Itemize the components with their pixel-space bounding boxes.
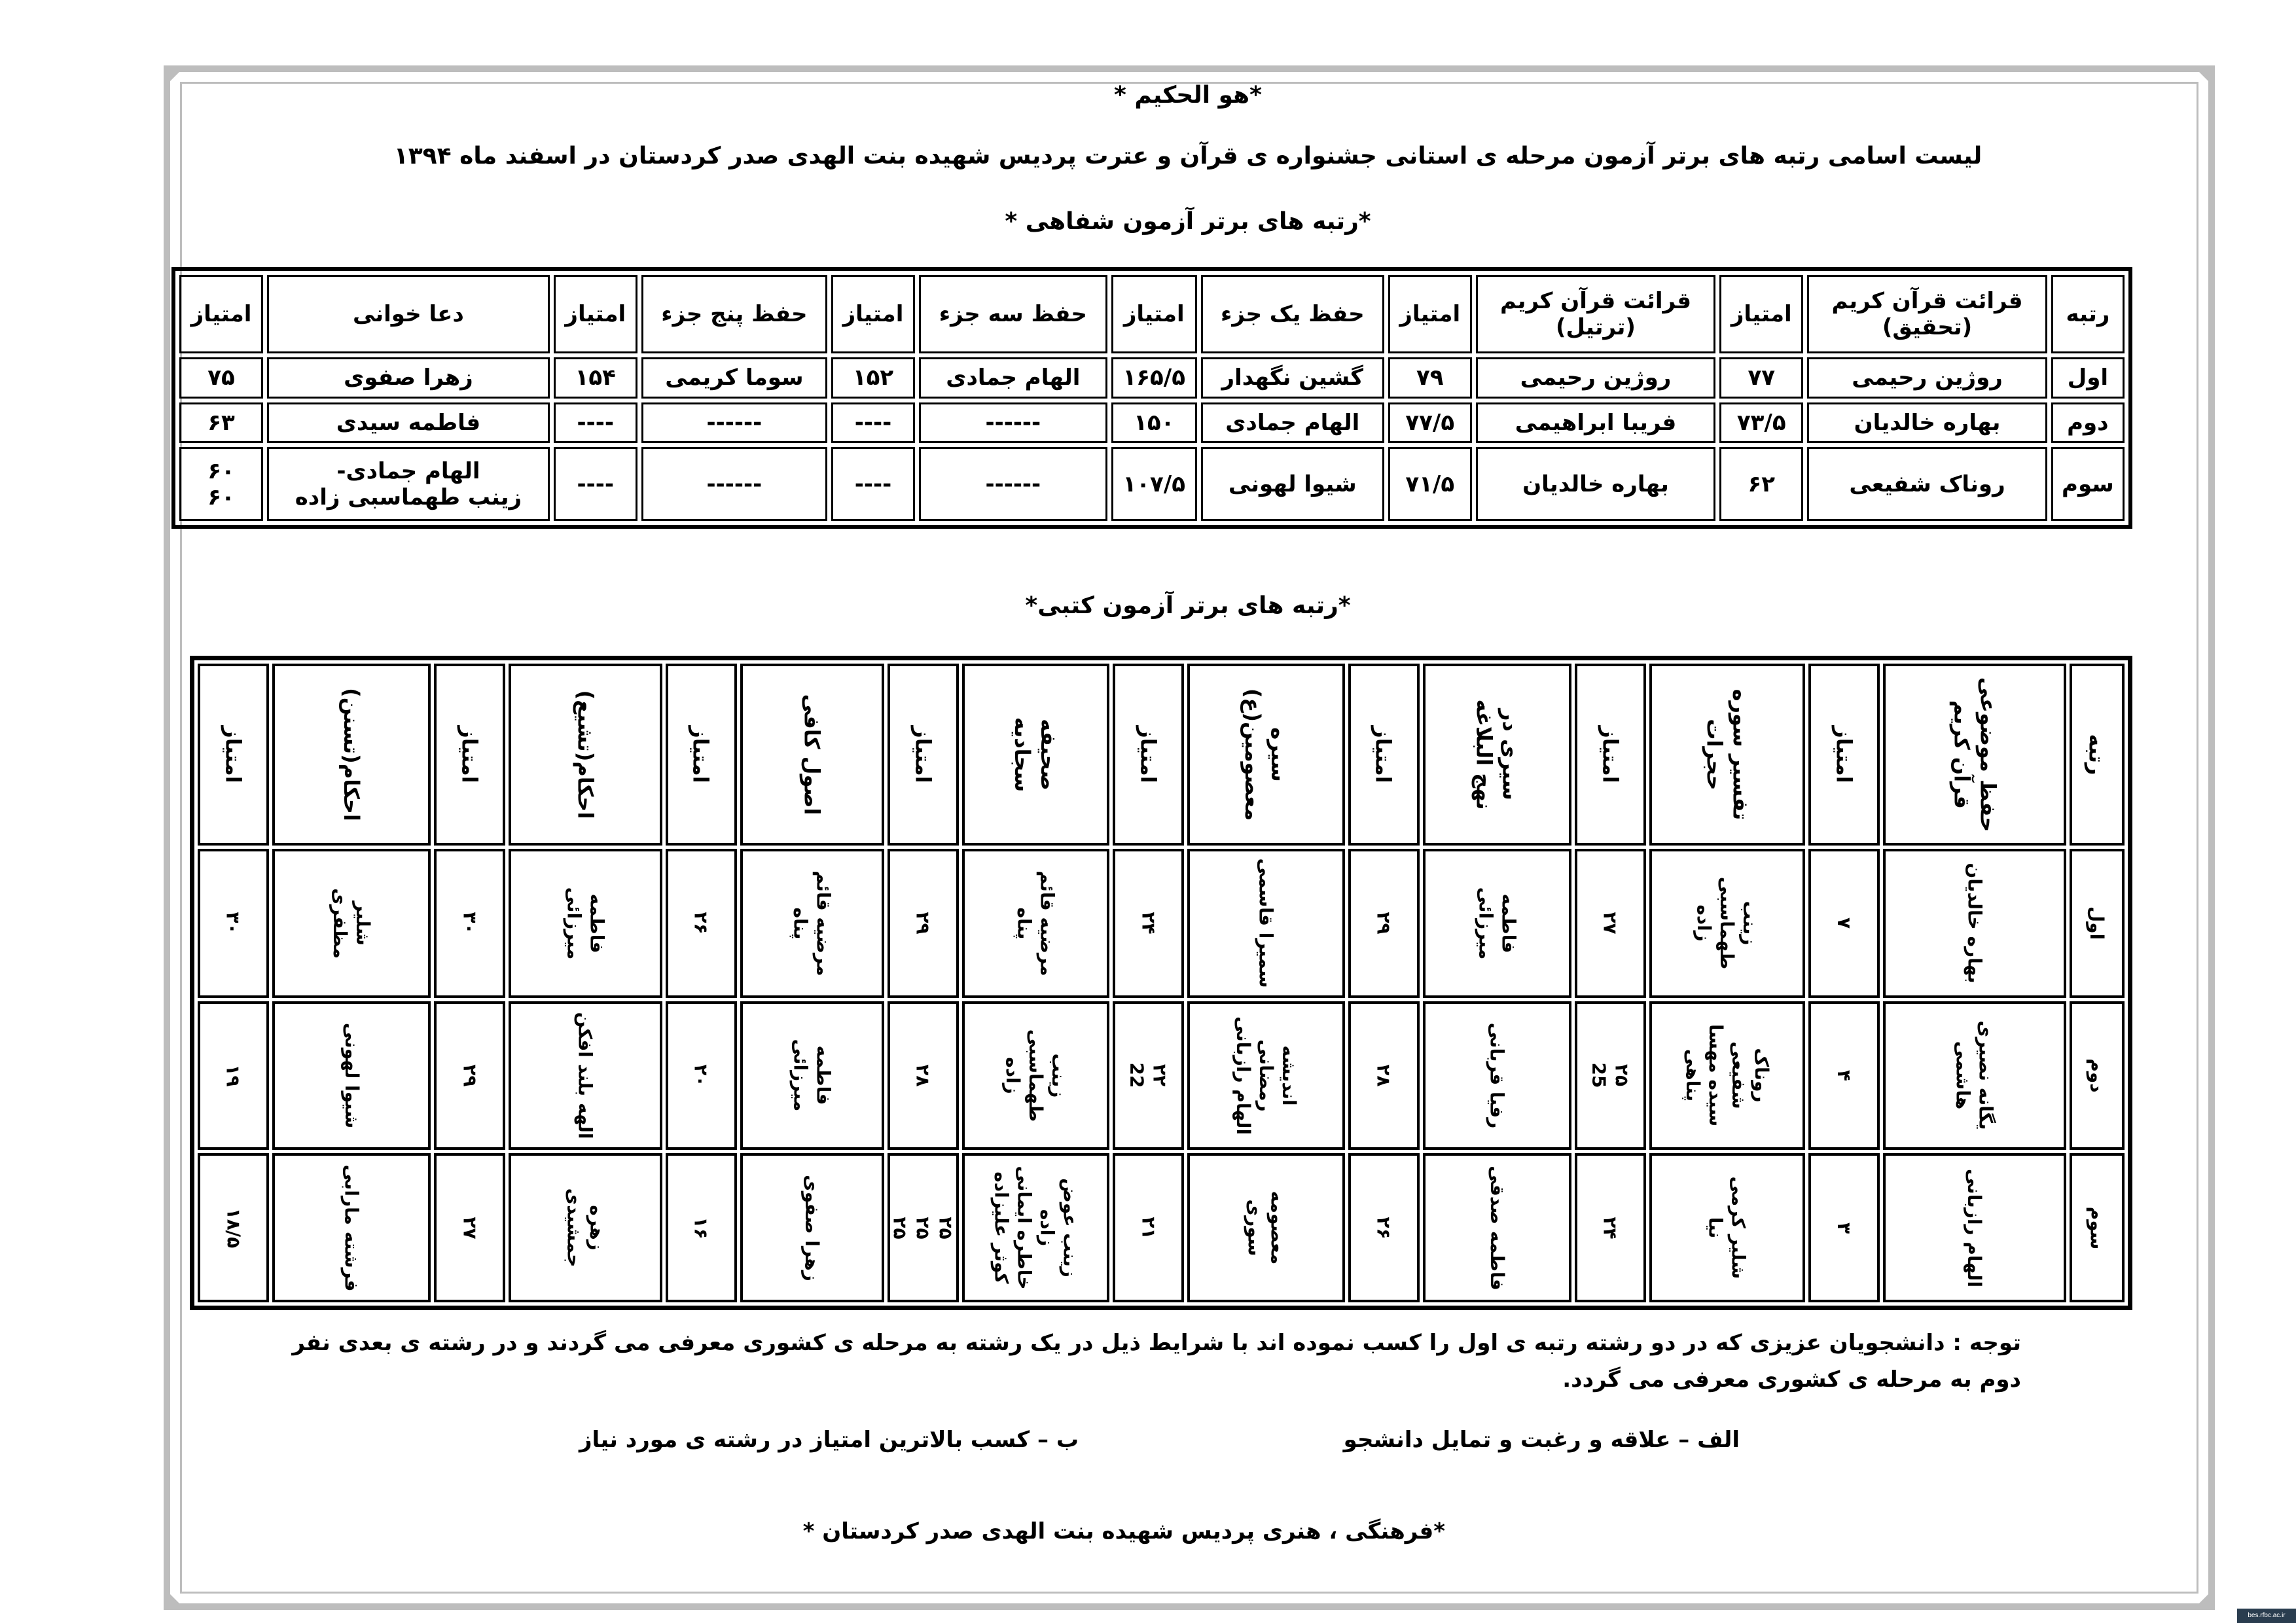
written-cell	[1348, 1153, 1420, 1302]
written-header-cell-text: امتیاز	[1371, 726, 1397, 783]
written-header-cell	[888, 664, 959, 846]
written-cell-text: شلیر کرمی نیا	[1704, 1176, 1749, 1279]
written-cell-text: زینب طهماسبی زاده	[1693, 877, 1761, 970]
written-cell	[888, 1001, 959, 1150]
written-cell-text: ۳۰	[223, 912, 245, 935]
written-cell	[198, 849, 269, 998]
written-cell-text: بهاره خالدیان	[1964, 863, 1986, 984]
condition-b: ب – کسب بالاترین امتیاز در رشته ی مورد نیاز	[579, 1427, 1079, 1453]
oral-header-cell-text: امتیاز	[1123, 301, 1185, 327]
written-cell	[666, 1001, 737, 1150]
written-cell-text: فاطمه میرزائی	[1475, 887, 1520, 960]
oral-cell	[1476, 447, 1716, 521]
oral-cell-text: ------	[706, 409, 762, 436]
written-cell-text: ۲۹	[912, 912, 934, 935]
written-cell-text: اول	[2086, 906, 2108, 940]
oral-cell-text: ۱۶۵/۵	[1122, 365, 1185, 391]
written-cell-text: ۲۲ 22	[1126, 1063, 1171, 1088]
oral-cell	[2051, 402, 2125, 444]
written-header-cell-text: حفظ موضوعی قرآن کریم	[1949, 677, 2000, 832]
written-header-cell	[1883, 664, 2066, 846]
oral-header-cell-text: رتبه	[2066, 301, 2110, 327]
oral-header-cell	[1476, 275, 1716, 353]
oral-cell-text: سوم	[2062, 471, 2114, 497]
written-cell	[666, 849, 737, 998]
oral-cell-text: ۷۳/۵	[1736, 409, 1786, 436]
oral-cell	[919, 447, 1107, 521]
written-cell	[1883, 849, 2066, 998]
written-cell	[666, 1153, 737, 1302]
written-cell-text: رفیا قربانی	[1486, 1022, 1508, 1129]
oral-cell	[641, 357, 827, 399]
written-cell	[1187, 1001, 1344, 1150]
written-header-cell	[2070, 664, 2125, 846]
written-cell	[1808, 849, 1880, 998]
written-cell	[509, 1153, 662, 1302]
border-corner	[165, 67, 185, 86]
oral-header-cell	[179, 275, 263, 353]
oral-cell-text: دوم	[2067, 409, 2109, 436]
written-cell	[888, 1153, 959, 1302]
written-header-cell	[272, 664, 431, 846]
written-cell	[1883, 1001, 2066, 1150]
written-header-cell	[198, 664, 269, 846]
note-line-2: دوم به مرحله ی کشوری معرفی می گردد.	[1562, 1366, 2021, 1393]
oral-heading: *رتبه های برتر آزمون شفاهی *	[1005, 208, 1371, 235]
written-header-cell	[1649, 664, 1805, 846]
written-cell-text: زینب طهماسبی زاده	[1002, 1029, 1070, 1122]
oral-header-cell	[2051, 275, 2125, 353]
written-cell-text: زهره جمشیدی	[563, 1188, 608, 1268]
oral-cell-text: ۱۵۲	[852, 365, 894, 391]
oral-cell	[554, 402, 637, 444]
oral-cell	[1201, 402, 1384, 444]
written-header-cell-text: امتیاز	[1598, 726, 1623, 783]
written-header-cell	[1113, 664, 1184, 846]
oral-cell-text: ۶۳	[207, 409, 235, 436]
written-cell-text: روناک شفیعی سیده مهسا پناهی	[1681, 1024, 1772, 1127]
oral-cell	[831, 447, 915, 521]
oral-cell-text: ----	[854, 471, 892, 497]
table-row	[198, 849, 2125, 998]
oral-cell-text: ۶۰ ۶۰	[207, 457, 235, 510]
written-cell	[1187, 849, 1344, 998]
oral-cell	[1719, 447, 1803, 521]
written-header-cell	[1423, 664, 1571, 846]
written-cell	[272, 1001, 431, 1150]
oral-header-cell-text: قرائت قرآن کریم (ترتیل)	[1500, 288, 1691, 340]
oral-cell-text: فریبا ابراهیمی	[1515, 409, 1677, 436]
written-cell	[962, 1001, 1109, 1150]
oral-header-cell	[1807, 275, 2047, 353]
written-cell	[888, 849, 959, 998]
oral-header-cell-text: امتیاز	[842, 301, 904, 327]
written-cell-text: ۱۹	[223, 1064, 245, 1087]
written-header-cell	[1575, 664, 1646, 846]
oral-cell	[267, 357, 550, 399]
oral-cell-text: سوما کریمی	[665, 365, 804, 391]
table-row	[179, 357, 2125, 399]
oral-cell	[641, 402, 827, 444]
written-cell	[1649, 1001, 1805, 1150]
written-cell-text: سمیرا قاسمی	[1255, 858, 1277, 988]
written-cell	[1113, 1001, 1184, 1150]
written-cell	[1575, 849, 1646, 998]
oral-cell-text: ۷۷	[1748, 365, 1775, 391]
written-cell-text: مرضیه قائم پناه	[789, 870, 834, 976]
written-header-cell	[434, 664, 505, 846]
table-row	[179, 402, 2125, 444]
written-cell	[1649, 849, 1805, 998]
oral-cell-text: اول	[2067, 365, 2109, 391]
written-header-cell-text: امتیاز	[910, 726, 936, 783]
written-cell-text: دوم	[2086, 1058, 2108, 1093]
written-cell-text: ۲۸	[912, 1064, 934, 1087]
oral-cell	[919, 357, 1107, 399]
written-cell-text: فرشته مارابی	[340, 1164, 363, 1292]
border-corner	[2194, 67, 2214, 86]
written-cell	[198, 1001, 269, 1150]
written-cell	[1423, 1001, 1571, 1150]
oral-cell	[1807, 402, 2047, 444]
oral-cell-text: ۱۵۴	[575, 365, 616, 391]
oral-header-cell	[1111, 275, 1197, 353]
written-header-cell-text: احکام(تسنن)	[339, 688, 365, 821]
oral-cell-text: ------	[985, 409, 1041, 436]
oral-cell	[919, 402, 1107, 444]
written-cell	[2070, 1153, 2125, 1302]
oral-cell	[1201, 447, 1384, 521]
written-cell	[2070, 1001, 2125, 1150]
oral-cell	[554, 447, 637, 521]
written-cell-text: ۳	[1833, 1222, 1856, 1234]
oral-cell-text: الهام جمادی	[946, 365, 1081, 391]
oral-header-cell	[1719, 275, 1803, 353]
written-cell-text: شلیر مظفری	[329, 887, 374, 959]
oral-header-cell	[641, 275, 827, 353]
oral-header-cell-text: دعا خوانی	[352, 301, 464, 327]
written-cell-text: ۲۹	[1372, 912, 1395, 935]
written-cell	[740, 1001, 884, 1150]
written-header-cell-text: امتیاز	[689, 726, 714, 783]
oral-header-cell-text: امتیاز	[190, 301, 252, 327]
oral-header-cell	[1388, 275, 1472, 353]
written-cell	[1808, 1001, 1880, 1150]
written-header-cell	[509, 664, 662, 846]
oral-cell-text: بهاره خالدیان	[1854, 409, 2001, 436]
oral-header-cell	[1201, 275, 1384, 353]
oral-cell	[831, 357, 915, 399]
oral-cell-text: روناک شفیعی	[1849, 471, 2005, 497]
written-cell-text: ۲۰	[690, 1064, 712, 1087]
written-cell	[962, 1153, 1109, 1302]
border-corner	[165, 1589, 185, 1609]
written-cell-text: ۱۶	[690, 1217, 712, 1240]
oral-cell	[1111, 447, 1197, 521]
oral-cell-text: ۷۹	[1416, 365, 1444, 391]
oral-cell	[267, 402, 550, 444]
written-cell	[962, 849, 1109, 998]
written-cell-text: فاطمه صدقی	[1486, 1165, 1508, 1291]
oral-cell	[831, 402, 915, 444]
oral-cell	[1388, 402, 1472, 444]
oral-cell-text: گشین نگهدار	[1221, 365, 1364, 391]
written-cell	[434, 849, 505, 998]
written-header-cell	[666, 664, 737, 846]
written-header-cell	[1808, 664, 1880, 846]
written-cell	[740, 849, 884, 998]
oral-cell	[267, 447, 550, 521]
written-cell	[1883, 1153, 2066, 1302]
written-header-cell	[1348, 664, 1420, 846]
table-row	[198, 1153, 2125, 1302]
oral-cell	[1476, 357, 1716, 399]
oral-cell	[1719, 402, 1803, 444]
written-cell-text: الهام رازبانی	[1964, 1168, 1986, 1287]
oral-header-cell	[554, 275, 637, 353]
oral-cell	[1807, 447, 2047, 521]
oral-cell	[1807, 357, 2047, 399]
written-cell	[1575, 1153, 1646, 1302]
oral-cell-text: ۱۰۷/۵	[1122, 471, 1185, 497]
written-cell-text: ۲۴	[1599, 1217, 1621, 1240]
written-cell	[1187, 1153, 1344, 1302]
written-cell-text: فاطمه میرزائی	[563, 887, 608, 960]
oral-header-cell	[919, 275, 1107, 353]
written-header-cell	[740, 664, 884, 846]
oral-header-cell-text: قرائت قرآن کریم (تحقیق)	[1831, 288, 2023, 340]
written-cell	[434, 1001, 505, 1150]
written-cell-text: ۲۵ 25	[1588, 1063, 1633, 1088]
oral-cell-text: الهام جمادی	[1225, 409, 1360, 436]
motto: *هو الحکیم *	[1114, 82, 1262, 109]
oral-cell-text: الهام جمادی- زینب طهماسبی زاده	[295, 457, 522, 510]
watermark: bes.rfbc.ac.ir	[2237, 1609, 2296, 1623]
written-cell-text: ۲۷	[1599, 912, 1621, 935]
written-cell	[1423, 1153, 1571, 1302]
written-cell-text: شیوا لهونی	[340, 1022, 363, 1129]
oral-cell	[1111, 357, 1197, 399]
oral-header-cell-text: حفظ سه جزء	[939, 301, 1087, 327]
table-row	[179, 447, 2125, 521]
written-cell-text: یگانه نصیری هاشمی	[1952, 1020, 1997, 1131]
written-cell	[1113, 1153, 1184, 1302]
written-cell-text: ۲۹	[459, 1064, 481, 1087]
written-cell-text: ۳۰	[459, 912, 481, 935]
written-cell-text: ۲۸	[1372, 1064, 1395, 1087]
oral-header-cell-text: امتیاز	[1731, 301, 1792, 327]
oral-cell	[1476, 402, 1716, 444]
oral-cell-text: روژین رحیمی	[1852, 365, 2003, 391]
written-cell-text: مرضیه قائم پناه	[1013, 870, 1058, 976]
written-cell-text: ۱۸/۵	[223, 1207, 245, 1248]
table-row	[198, 1001, 2125, 1150]
written-cell	[272, 849, 431, 998]
written-cell-text: معصومه سوری	[1244, 1190, 1289, 1265]
oral-header-cell	[267, 275, 550, 353]
page-title: لیست اسامی رتبه های برتر آزمون مرحله ی استانی جشنواره ی قرآن و عترت پردیس شهیده بنت الهدی صدر کردستان در اسفند ماه ۱۳۹۴	[393, 143, 1982, 169]
written-cell	[740, 1153, 884, 1302]
written-heading: *رتبه های برتر آزمون کتبی*	[1025, 592, 1351, 619]
oral-cell	[179, 402, 263, 444]
border-corner	[2194, 1589, 2214, 1609]
written-cell-text: الهه بلند افکن	[574, 1012, 596, 1139]
written-results-table	[190, 656, 2132, 1310]
written-cell	[509, 1001, 662, 1150]
written-cell	[1348, 1001, 1420, 1150]
oral-cell-text: روژین رحیمی	[1520, 365, 1672, 391]
written-header-cell-text: اصول کافی	[799, 694, 825, 815]
oral-header-cell	[831, 275, 915, 353]
written-header-cell-text: احکام(تشیع)	[573, 690, 598, 819]
written-header-cell-text: امتیاز	[1136, 726, 1161, 783]
written-cell	[1423, 849, 1571, 998]
oral-cell	[1201, 357, 1384, 399]
oral-cell-text: زهرا صفوی	[344, 365, 473, 391]
written-header-cell-text: امتیاز	[221, 726, 246, 783]
oral-cell	[1388, 357, 1472, 399]
oral-cell-text: ۱۵۰	[1134, 409, 1175, 436]
oral-header-cell-text: امتیاز	[565, 301, 626, 327]
written-cell	[198, 1153, 269, 1302]
written-cell	[509, 849, 662, 998]
written-cell	[272, 1153, 431, 1302]
oral-cell	[554, 357, 637, 399]
oral-cell	[1388, 447, 1472, 521]
written-cell	[1649, 1153, 1805, 1302]
written-header-cell-text: صحیفه سجادیه	[1010, 717, 1062, 793]
oral-cell-text: ----	[577, 471, 614, 497]
condition-a: الف – علاقه و رغبت و تمایل دانشجو	[1343, 1427, 1740, 1453]
written-cell-text: ۲۵ ۲۵ ۲۵	[889, 1217, 957, 1240]
oral-cell-text: ۷۱/۵	[1405, 471, 1455, 497]
written-cell-text: فاطمه میرزائی	[789, 1039, 834, 1112]
oral-cell-text: ۷۷/۵	[1405, 409, 1455, 436]
oral-cell	[1719, 357, 1803, 399]
oral-cell	[179, 357, 263, 399]
written-header-cell-text: سیری در نهج البلاغه	[1471, 699, 1523, 810]
oral-cell-text: ۶۲	[1748, 471, 1775, 497]
oral-cell-text: ----	[854, 409, 892, 436]
written-cell-text: ۲۶	[690, 912, 712, 935]
written-cell-text: ۴	[1833, 1069, 1856, 1082]
oral-cell-text: ۷۵	[207, 365, 235, 391]
written-cell	[1575, 1001, 1646, 1150]
oral-cell	[1111, 402, 1197, 444]
written-cell-text: ۷	[1833, 918, 1856, 929]
written-header-cell-text: سیره معصومین(ع)	[1240, 688, 1292, 821]
oral-header-cell-text: حفظ یک جزء	[1220, 301, 1365, 327]
written-header-cell-text: رتبه	[2084, 734, 2109, 776]
signature: *فرهنگی ، هنری پردیس شهیده بنت الهدی صدر کردستان *	[802, 1518, 1445, 1544]
written-cell-text: زهرا صفوی	[801, 1174, 823, 1281]
written-cell	[1113, 849, 1184, 998]
written-header-cell-text: تفسیر سوره حجرات	[1701, 688, 1753, 821]
written-cell-text: ۲۷	[459, 1217, 481, 1240]
written-cell-text: ۲۶	[1372, 1217, 1395, 1240]
oral-cell-text: بهاره خالدیان	[1522, 471, 1669, 497]
oral-cell	[641, 447, 827, 521]
oral-cell-text: فاطمه سیدی	[336, 409, 481, 436]
note-line-1: توجه : دانشجویان عزیزی که در دو رشته رتبه ی اول را کسب نموده اند با شرایط ذیل در یک رشته به مرحله ی کشوری معرفی می گردند و در رشته ی بعدی نفر	[292, 1330, 2021, 1356]
written-header-cell-text: امتیاز	[1831, 726, 1857, 783]
oral-cell	[179, 447, 263, 521]
written-cell-text: سوم	[2086, 1206, 2108, 1249]
written-cell	[1348, 849, 1420, 998]
oral-header-cell-text: امتیاز	[1399, 301, 1461, 327]
oral-results-table	[171, 267, 2132, 529]
written-header-cell-text: امتیاز	[457, 726, 482, 783]
written-cell	[1808, 1153, 1880, 1302]
written-cell-text: ۲۱	[1138, 1217, 1160, 1240]
written-cell-text: ۲۴	[1138, 912, 1160, 935]
written-cell	[2070, 849, 2125, 998]
written-cell-text: زینب عوض زاده خاطره ایمانی کوثر علیزاده	[990, 1166, 1081, 1290]
oral-cell	[2051, 447, 2125, 521]
written-cell-text: اندیشه رمضانی الهام رازبانی	[1232, 1016, 1300, 1135]
oral-cell-text: ------	[706, 471, 762, 497]
oral-header-cell-text: حفظ پنج جزء	[661, 301, 808, 327]
oral-cell-text: ------	[985, 471, 1041, 497]
oral-cell-text: ----	[577, 409, 614, 436]
written-header-cell	[1187, 664, 1344, 846]
oral-cell	[2051, 357, 2125, 399]
written-header-cell	[962, 664, 1109, 846]
oral-cell-text: شیوا لهونی	[1228, 471, 1357, 497]
written-cell	[434, 1153, 505, 1302]
